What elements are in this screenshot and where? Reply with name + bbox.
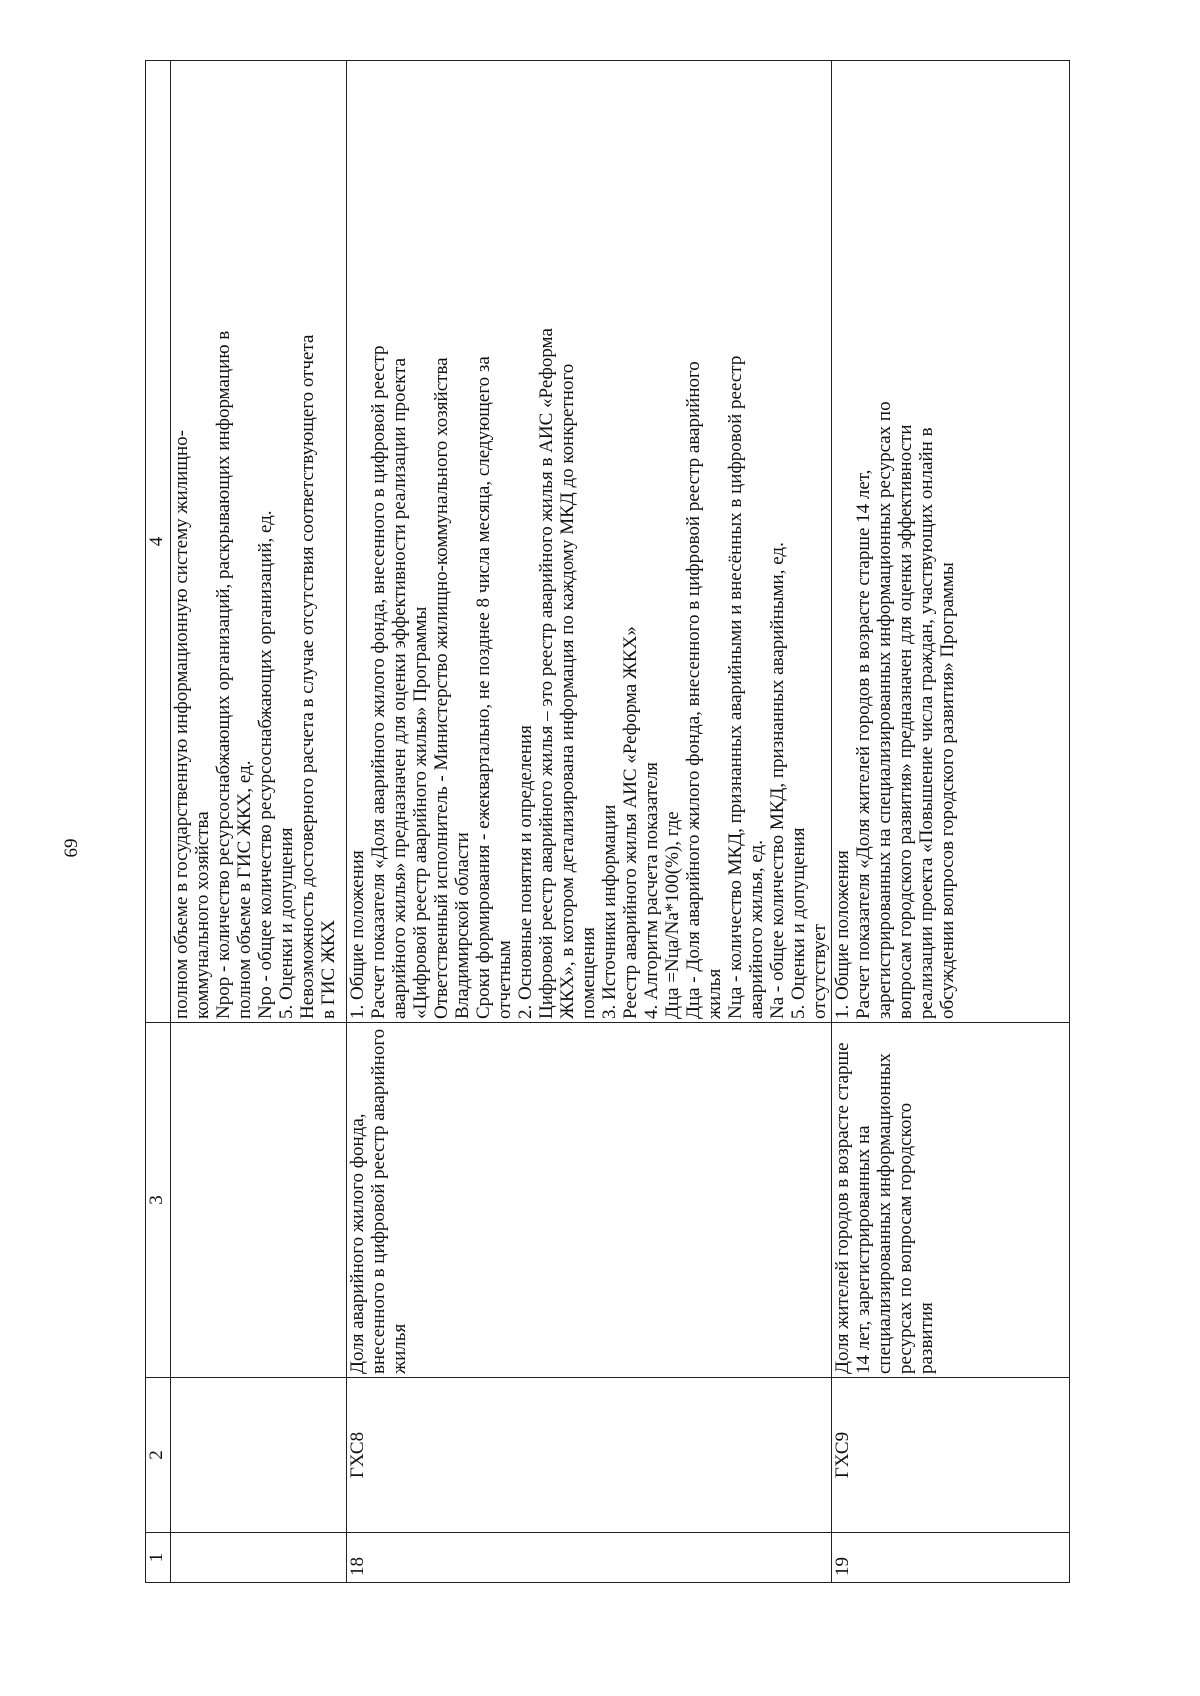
description-line: 1. Общие положения bbox=[832, 850, 853, 1019]
name-line: специализированных информационных bbox=[874, 1053, 895, 1374]
name-line: Доля аварийного жилого фонда, bbox=[347, 1113, 368, 1374]
table-row bbox=[347, 61, 832, 1583]
description-line: ЖКХ», в котором детализирована информация по каждому МКД до конкретного bbox=[557, 363, 578, 1019]
description-line: Невозможность достоверного расчета в случае отсутствия соответствующего отчета bbox=[297, 334, 318, 1019]
rotated-table-container bbox=[145, 61, 1070, 1583]
description-line: Сроки формирования - ежеквартально, не позднее 8 числа месяца, следующего за bbox=[473, 356, 494, 1019]
name-line: жилья bbox=[389, 1323, 410, 1374]
name-line: 14 лет, зарегистрированных на bbox=[853, 1125, 874, 1374]
description-line: Реестр аварийного жилья АИС «Реформа ЖКХ» bbox=[620, 626, 641, 1019]
table-row bbox=[832, 61, 1070, 1583]
description-line: Na - общее количество МКД, признанных аварийными, ед. bbox=[767, 542, 788, 1019]
description-line: коммунального хозяйства bbox=[192, 811, 213, 1019]
description-line: «Цифровой реестр аварийного жилья» Программы bbox=[410, 606, 431, 1019]
indicator-description bbox=[347, 61, 832, 1023]
description-line: Владимирской области bbox=[452, 832, 473, 1019]
column-header-2: 2 bbox=[146, 1378, 171, 1533]
description-line: вопросам городского развития» предназначен для оценки эффективности bbox=[895, 424, 916, 1019]
description-line: полном объеме в ГИС ЖКХ, ед. bbox=[234, 760, 255, 1019]
description-line: 3. Источники информации bbox=[599, 804, 620, 1019]
description-line: Nро - общее количество ресурсоснабжающих организаций, ед. bbox=[255, 510, 276, 1019]
description-line: аварийного жилья» предназначен для оценки эффективности реализации проекта bbox=[389, 357, 410, 1019]
table-row bbox=[171, 61, 347, 1583]
description-line: реализации проекта «Повышение числа граждан, участвующих онлайн в bbox=[916, 427, 937, 1019]
indicator-description bbox=[171, 61, 347, 1023]
description-line: Дца - Доля аварийного жилого фонда, внесенного в цифровой реестр аварийного bbox=[683, 361, 704, 1019]
description-line: обсуждении вопросов городского развития» Программы bbox=[937, 562, 958, 1019]
indicator-code: ГХС9 bbox=[832, 1378, 1070, 1533]
description-line: 4. Алгоритм расчета показателя bbox=[641, 762, 662, 1019]
description-line: 2. Основные понятия и определения bbox=[515, 725, 536, 1019]
indicator-description bbox=[832, 61, 1070, 1023]
description-line: отчетным bbox=[494, 940, 515, 1019]
description-line: Дца =Nца/Na*100(%), где bbox=[662, 811, 683, 1019]
indicator-code bbox=[171, 1378, 347, 1533]
description-line: 5. Оценки и допущения bbox=[276, 827, 297, 1019]
name-line: Доля жителей городов в возрасте старше bbox=[832, 1042, 853, 1374]
name-line: внесенного в цифровой реестр аварийного bbox=[368, 1028, 389, 1374]
column-header-4: 4 bbox=[146, 61, 171, 1023]
name-line: развития bbox=[916, 1302, 937, 1374]
row-number bbox=[171, 1533, 347, 1583]
description-line: в ГИС ЖКХ bbox=[318, 919, 339, 1019]
description-line: жилья bbox=[704, 968, 725, 1019]
description-line: 5. Оценки и допущения bbox=[788, 827, 809, 1019]
name-line: ресурсах по вопросам городского bbox=[895, 1102, 916, 1374]
indicator-table bbox=[145, 60, 1070, 1583]
row-number: 19 bbox=[832, 1533, 1070, 1583]
description-line: Цифровой реестр аварийного жилья – это реестр аварийного жилья в АИС «Реформа bbox=[536, 328, 557, 1019]
header-row bbox=[146, 61, 171, 1583]
description-line: полном объеме в государственную информационную систему жилищно- bbox=[171, 430, 192, 1019]
description-line: Расчет показателя «Доля жителей городов в возрасте старше 14 лет, bbox=[853, 469, 874, 1019]
description-line: 1. Общие положения bbox=[347, 850, 368, 1019]
column-header-3: 3 bbox=[146, 1023, 171, 1378]
indicator-name bbox=[347, 1023, 832, 1378]
description-line: Nрор - количество ресурсоснабжающих организаций, раскрывающих информацию в bbox=[213, 330, 234, 1019]
description-line: помещения bbox=[578, 927, 599, 1019]
description-line: Nца - количество МКД, признанных аварийными и внесённых в цифровой реестр bbox=[725, 355, 746, 1019]
column-header-1: 1 bbox=[146, 1533, 171, 1583]
description-line: зарегистрированных на специализированных информационных ресурсах по bbox=[874, 401, 895, 1019]
indicator-name bbox=[171, 1023, 347, 1378]
description-line: отсутствует bbox=[809, 923, 830, 1019]
description-line: аварийного жилья, ед. bbox=[746, 840, 767, 1019]
row-number: 18 bbox=[347, 1533, 832, 1583]
page-number: 69 bbox=[61, 838, 82, 858]
description-line: Расчет показателя «Доля аварийного жилого фонда, внесенного в цифровой реестр bbox=[368, 345, 389, 1019]
description-line: Ответственный исполнитель - Министерство жилищно-коммунального хозяйства bbox=[431, 357, 452, 1019]
indicator-name bbox=[832, 1023, 1070, 1378]
indicator-code: ГХС8 bbox=[347, 1378, 832, 1533]
